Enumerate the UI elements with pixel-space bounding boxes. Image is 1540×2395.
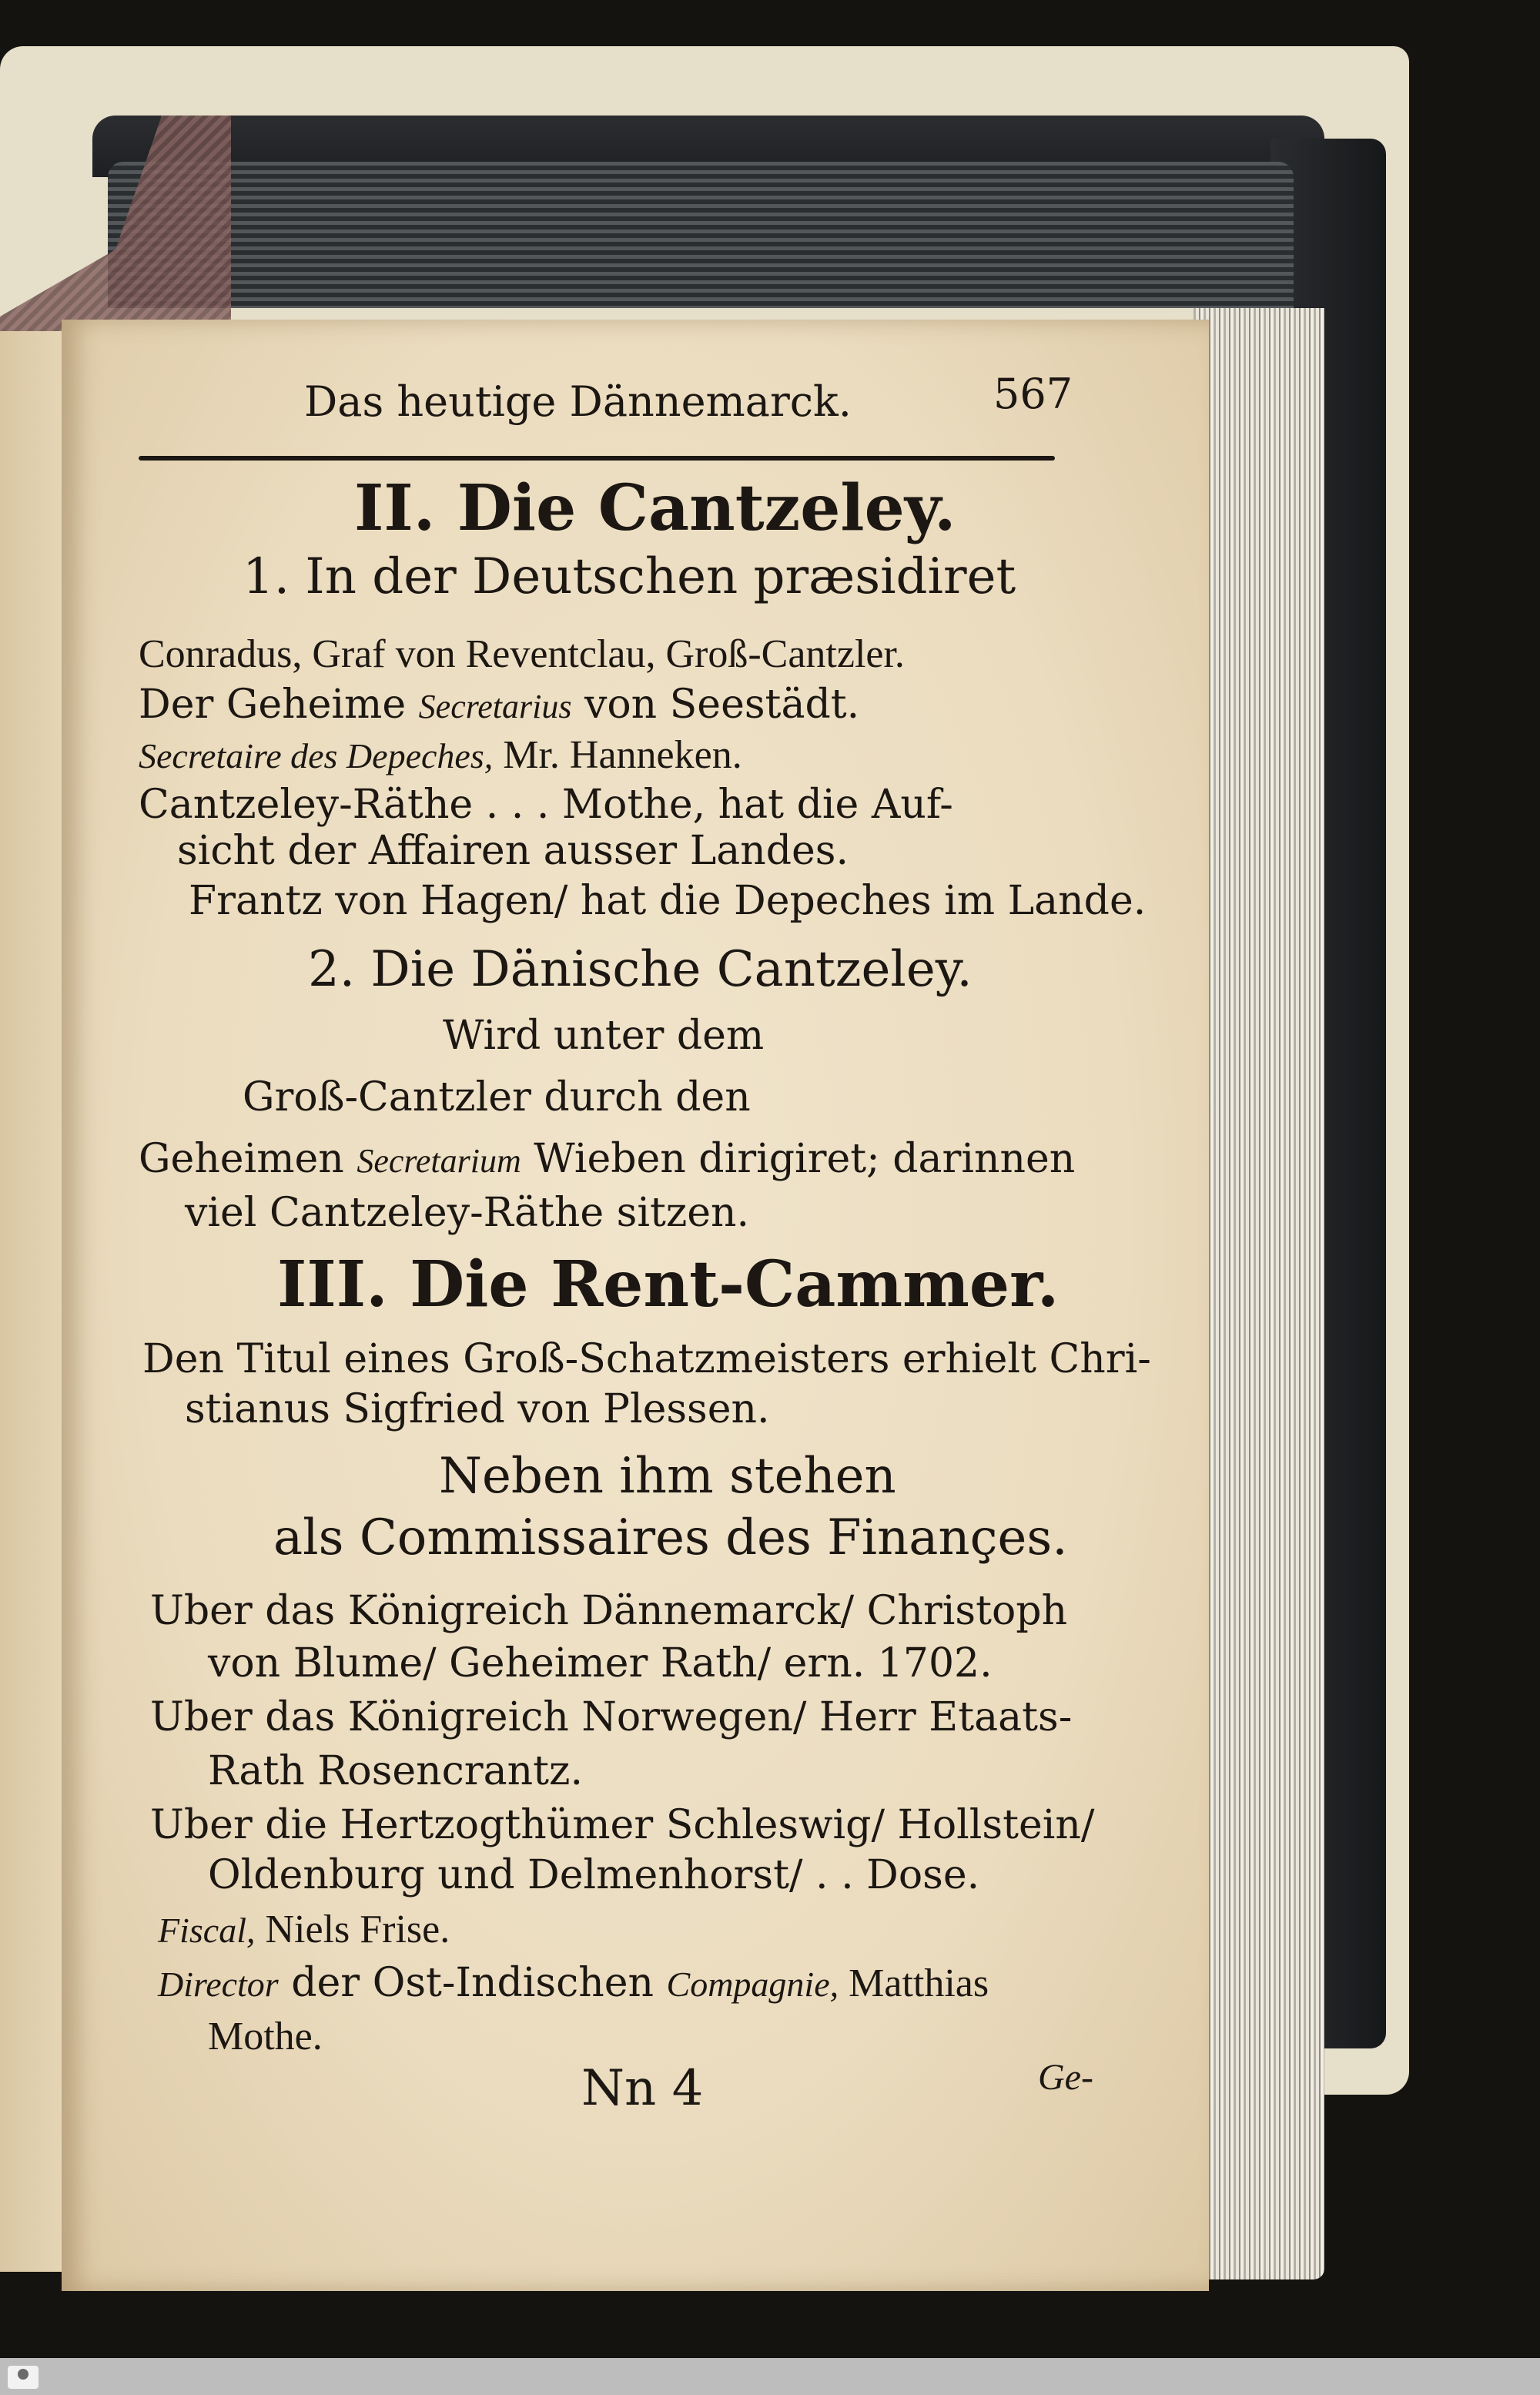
subheading-daenische: 2. Die Dänische Cantzeley. — [308, 941, 973, 998]
text-run: von Seestädt. — [571, 682, 860, 728]
text-run-italic: Fiscal, — [158, 1911, 256, 1950]
text-line: sicht der Affairen ausser Landes. — [177, 828, 849, 874]
text-line — [139, 682, 859, 728]
text-line: Den Titul eines Groß-Schatzmeisters erhielt Chri- — [142, 1336, 1151, 1382]
subheading-deutsche: 1. In der Deutschen præsidiret — [243, 548, 1016, 605]
text-line: Conradus, Graf von Reventclau, Groß-Cantzler. — [139, 632, 905, 676]
text-run-italic: Secretarius — [418, 688, 572, 725]
text-line — [139, 732, 742, 778]
viewer-bottom-bar — [0, 2358, 1540, 2395]
section-heading-cantzeley: II. Die Cantzeley. — [354, 471, 956, 545]
signature-mark: Nn 4 — [581, 2060, 704, 2117]
text-run: der Ost-Indischen — [278, 1960, 667, 2006]
catchword: Ge- — [1038, 2057, 1093, 2098]
text-line: Wird unter dem — [443, 1013, 765, 1059]
text-line: stianus Sigfried von Plessen. — [185, 1386, 770, 1432]
library-logo-icon — [8, 2366, 38, 2389]
text-run: Wieben dirigiret; darinnen — [521, 1136, 1076, 1182]
text-run: Der Geheime — [139, 682, 419, 728]
text-line: Frantz von Hagen/ hat die Depeches im Lande. — [189, 878, 1147, 924]
text-line: Rath Rosencrantz. — [208, 1748, 583, 1794]
text-line — [139, 1136, 1075, 1182]
text-line: Uber die Hertzogthümer Schleswig/ Hollstein/ — [150, 1802, 1095, 1848]
text-line: als Commissaires des Finançes. — [273, 1509, 1068, 1566]
text-line — [158, 1960, 989, 2006]
text-line — [158, 1906, 450, 1952]
text-line: Mothe. — [208, 2015, 323, 2058]
text-run: Niels Frise. — [255, 1908, 450, 1951]
text-run-italic: Secretarium — [357, 1142, 521, 1180]
page-edges-right — [1194, 308, 1324, 2279]
section-heading-rent-cammer: III. Die Rent-Cammer. — [277, 1248, 1060, 1321]
text-run: Mr. Hanneken. — [493, 733, 742, 777]
header-rule — [139, 456, 1055, 461]
text-run: Geheimen — [139, 1136, 357, 1182]
text-run-italic: Secretaire des Depeches, — [139, 736, 494, 775]
text-run-italic: Compagnie, — [666, 1965, 839, 2004]
running-title: Das heutige Dännemarck. — [304, 377, 852, 426]
text-line: Groß-Cantzler durch den — [243, 1074, 751, 1120]
text-line: Uber das Königreich Norwegen/ Herr Etaats- — [150, 1694, 1073, 1740]
text-line: viel Cantzeley-Räthe sitzen. — [185, 1190, 750, 1236]
text-line: von Blume/ Geheimer Rath/ ern. 1702. — [208, 1640, 993, 1687]
text-run-italic: Director — [158, 1965, 279, 2004]
text-line: Cantzeley-Räthe . . . Mothe, hat die Auf- — [139, 782, 953, 828]
text-line: Neben ihm stehen — [439, 1448, 896, 1505]
page-number: 567 — [993, 370, 1073, 418]
text-line: Uber das Königreich Dännemarck/ Christoph — [150, 1588, 1068, 1634]
text-line: Oldenburg und Delmenhorst/ . . Dose. — [208, 1852, 980, 1898]
text-run: Matthias — [839, 1961, 989, 2005]
page-block-top-edges — [108, 162, 1294, 308]
